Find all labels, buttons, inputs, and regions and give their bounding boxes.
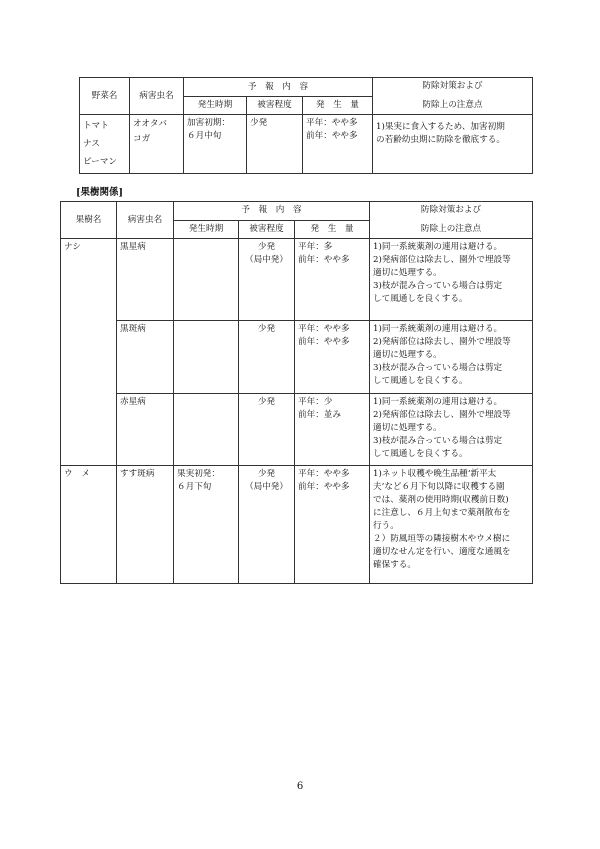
table-row: [61, 321, 533, 394]
header-control-line1: 防除対策および: [420, 205, 482, 215]
control-cell: 1)果実に食入するため、加害初期 の若齢幼虫期に防除を徹底する。: [373, 115, 533, 174]
crop-cell: トマト ナス ピーマン: [80, 115, 130, 174]
header-control-line2: 防除上の注意点: [422, 100, 483, 110]
control-cell: 1)同一系統薬剤の連用は避ける。 2)発病部位は除去し、園外で埋設等 適切に処理する。 3)枝が混み合っている場合は剪定 して風通しを良くする。: [370, 321, 533, 394]
header-crop: 果樹名: [61, 202, 117, 239]
pest-cell: 黒星病: [117, 239, 174, 321]
pest-cell: 黒斑病: [117, 321, 174, 394]
page-number: 6: [296, 781, 304, 792]
timing-cell: [174, 321, 239, 394]
table-row: [61, 239, 533, 321]
damage-cell: 少発: [239, 321, 295, 394]
amount-cell: 平年：やや多 前年：やや多: [295, 321, 370, 394]
timing-cell: 果実初発： ６月下旬: [174, 466, 239, 584]
table-row: [80, 115, 533, 174]
header-damage: 被害程度: [247, 97, 303, 115]
damage-cell: 少発: [239, 394, 295, 466]
header-forecast: 予 報 内 容: [184, 78, 373, 97]
amount-cell: 平年：やや多 前年：やや多: [295, 466, 370, 584]
timing-cell: [174, 394, 239, 466]
timing-cell: 加害初期： ６月中旬: [184, 115, 247, 174]
table-row: [61, 394, 533, 466]
header-amount: 発 生 量: [303, 97, 373, 115]
header-crop: 野菜名: [80, 78, 130, 115]
header-timing: 発生時期: [184, 97, 247, 115]
amount-cell: 平年：少 前年：並み: [295, 394, 370, 466]
timing-cell: [174, 239, 239, 321]
damage-cell: 少発 （局中発）: [239, 466, 295, 584]
header-damage: 被害程度: [239, 220, 295, 239]
pest-cell: すす斑病: [117, 466, 174, 584]
vegetable-forecast-table: [79, 77, 533, 174]
control-cell: 1)同一系統薬剤の連用は避ける。 2)発病部位は除去し、園外で埋設等 適切に処理する。 3)枝が混み合っている場合は剪定 して風通しを良くする。: [370, 239, 533, 321]
crop-cell: ナシ: [61, 239, 117, 466]
crop-cell: ウ メ: [61, 466, 117, 584]
pest-cell: 赤星病: [117, 394, 174, 466]
header-control-line1: 防除対策および: [422, 81, 483, 91]
damage-cell: 少発 （局中発）: [239, 239, 295, 321]
header-pest: 病害虫名: [130, 78, 184, 115]
header-control: [373, 78, 533, 115]
header-timing: 発生時期: [174, 220, 239, 239]
header-control: [370, 202, 533, 239]
amount-cell: 平年：やや多 前年：やや多: [303, 115, 373, 174]
fruit-section-title: [果樹関係]: [76, 187, 123, 198]
header-pest: 病害虫名: [117, 202, 174, 239]
header-forecast: 予 報 内 容: [174, 202, 370, 221]
pest-cell: オオタバ コガ: [130, 115, 184, 174]
table-row: [61, 466, 533, 584]
damage-cell: 少発: [247, 115, 303, 174]
header-control-line2: 防除上の注意点: [420, 224, 482, 234]
control-cell: 1)ネット収穫や晩生品種‘新平太 夫’など６月下旬以降に収穫する園 では、薬剤の使用時期(収穫前日数) に注意し、６月上旬まで薬剤散布を 行う。 ２）防風垣等の隣接樹木やウメ樹に 適切なせん定を行い、適度な通風を 確保する。: [370, 466, 533, 584]
amount-cell: 平年：多 前年：やや多: [295, 239, 370, 321]
control-cell: 1)同一系統薬剤の連用は避ける。 2)発病部位は除去し、園外で埋設等 適切に処理する。 3)枝が混み合っている場合は剪定 して風通しを良くする。: [370, 394, 533, 466]
header-amount: 発 生 量: [295, 220, 370, 239]
fruit-forecast-table: [60, 201, 533, 584]
